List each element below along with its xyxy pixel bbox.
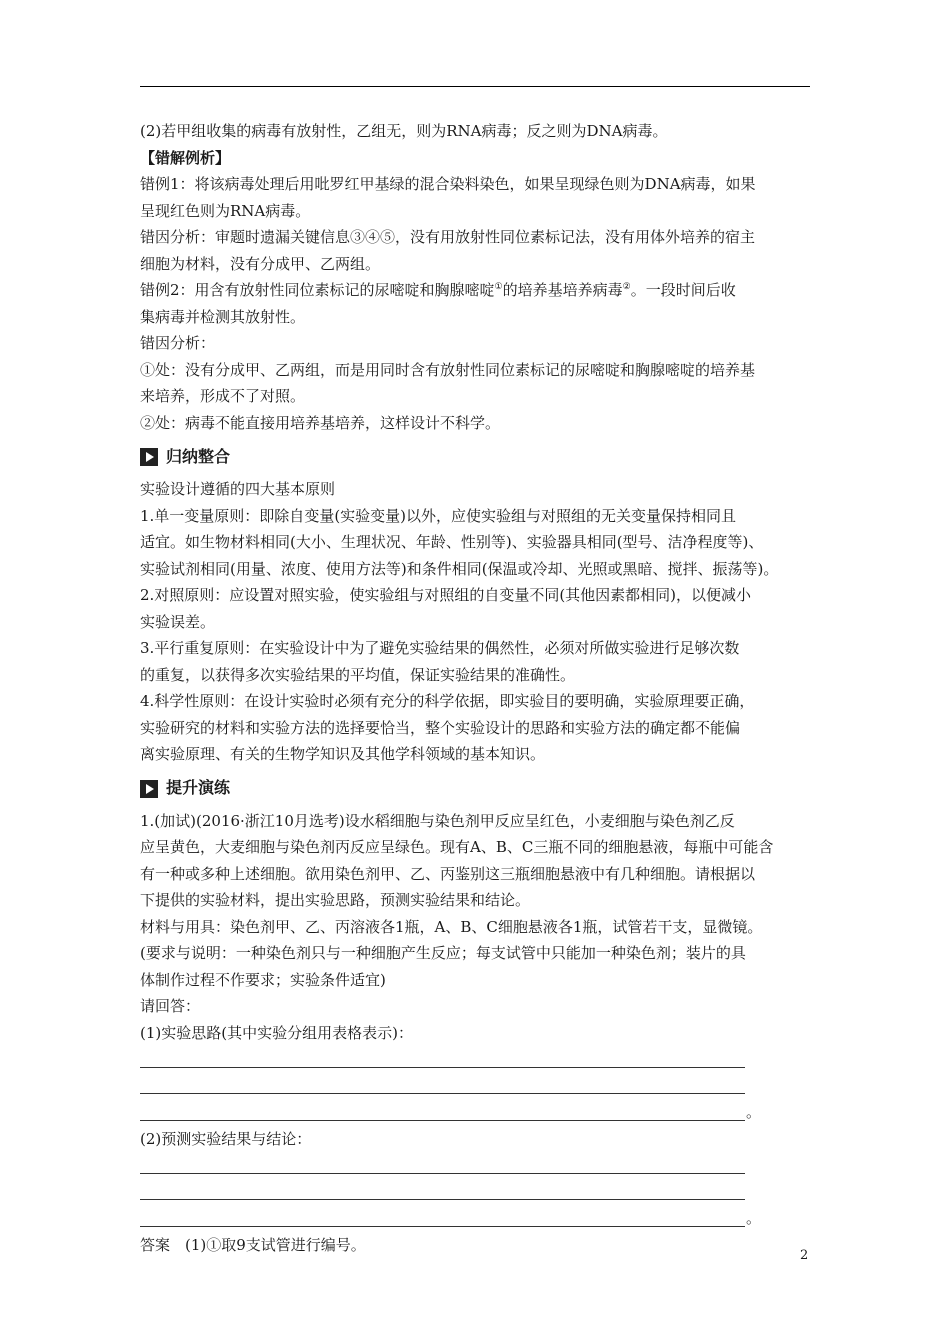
text-line [140,277,812,304]
end-mark: 。 [746,1103,762,1121]
text-line: (2)若甲组收集的病毒有放射性，乙组无，则为RNA病毒；反之则为DNA病毒。 [140,122,668,140]
answer-blank-line[interactable] [140,1046,745,1073]
play-triangle-icon [140,448,158,466]
text-line: 2.对照原则：应设置对照实验，使实验组与对照组的自变量不同(其他因素都相同)，以便减小 [140,586,752,604]
text-line: 集病毒并检测其放射性。 [140,307,306,326]
answer-blank-line[interactable] [140,1179,745,1206]
text-line: 体制作过程不作要求；实验条件适宜) [140,970,386,989]
section-title: 归纳整合 [166,446,231,466]
answer-blank-line[interactable] [140,1205,762,1232]
question-2-prompt: (2)预测实验结果与结论： [140,1129,312,1148]
text-line: 来培养，形成不了对照。 [140,387,306,405]
text-line: 实验误差。 [140,612,216,631]
section-heading-summary [140,442,812,472]
section-heading-practice [140,774,812,804]
text-line: 呈现红色则为RNA病毒。 [140,201,311,220]
play-triangle-icon [140,780,158,798]
text-line: (要求与说明：一种染色剂只与一种细胞产生反应；每支试管中只能加一种染色剂；装片的具 [140,944,746,962]
text-fragment: 。一段时间后收 [630,281,736,299]
marker-1: ① [494,282,503,292]
section-title: 提升演练 [166,778,231,798]
text-line: 有一种或多种上述细胞。欲用染色剂甲、乙、丙鉴别这三瓶细胞悬液中有几种细胞。请根据以 [140,864,756,883]
text-fragment: 错例2：用含有放射性同位素标记的尿嘧啶和胸腺嘧啶 [140,281,495,299]
answer-blank-line[interactable] [140,1073,745,1100]
text-line: 请回答： [140,997,201,1015]
text-line: ①处：没有分成甲、乙两组，而是用同时含有放射性同位素标记的尿嘧啶和胸腺嘧啶的培养基 [140,360,756,379]
answer-line: 答案 (1)①取9支试管进行编号。 [140,1235,366,1254]
text-line: 实验研究的材料和实验方法的选择要恰当，整个实验设计的思路和实验方法的确定都不能偏 [140,718,741,737]
text-line: 错例1：将该病毒处理后用吡罗红甲基绿的混合染料染色，如果呈现绿色则为DNA病毒，如果 [140,175,756,193]
header-rule [140,86,810,87]
question-1-prompt: (1)实验思路(其中实验分组用表格表示)： [140,1023,413,1042]
text-line: 3.平行重复原则：在实验设计中为了避免实验结果的偶然性，必须对所做实验进行足够次数 [140,639,740,657]
text-line: 实验设计遵循的四大基本原则 [140,480,336,498]
page-number: 2 [800,1248,809,1263]
page-content [140,118,812,1258]
text-line: 的重复，以获得多次实验结果的平均值，保证实验结果的准确性。 [140,665,576,684]
text-line: ②处：病毒不能直接用培养基培养，这样设计不科学。 [140,413,501,432]
text-line: 下提供的实验材料，提出实验思路，预测实验结果和结论。 [140,891,531,909]
text-line: 1.单一变量原则：即除自变量(实验变量)以外，应使实验组与对照组的无关变量保持相同且 [140,506,737,525]
subheading-error-analysis: 【错解例析】 [140,148,231,167]
text-line: 实验试剂相同(用量、浓度、使用方法等)和条件相同(保温或冷却、光照或黑暗、搅拌、振荡等)。 [140,559,779,578]
text-line: 离实验原理、有关的生物学知识及其他学科领域的基本知识。 [140,745,546,763]
text-line: 适宜。如生物材料相同(大小、生理状况、年龄、性别等)、实验器具相同(型号、洁净程度等)、 [140,533,764,551]
text-line: 1.(加试)(2016·浙江10月选考)设水稻细胞与染色剂甲反应呈红色，小麦细胞与染色剂乙反 [140,811,735,830]
text-line: 材料与用具：染色剂甲、乙、丙溶液各1瓶，A、B、C细胞悬液各1瓶，试管若干支，显微镜。 [140,917,763,936]
text-line: 错因分析：审题时遗漏关键信息③④⑤，没有用放射性同位素标记法，没有用体外培养的宿主 [140,228,756,246]
text-line: 错因分析： [140,334,216,352]
marker-2: ② [622,282,631,292]
text-line: 细胞为材料，没有分成甲、乙两组。 [140,254,381,273]
answer-blank-line[interactable] [140,1152,745,1179]
text-line: 应呈黄色，大麦细胞与染色剂丙反应呈绿色。现有A、B、C三瓶不同的细胞悬液，每瓶中可能含 [140,838,774,856]
answer-blank-line[interactable] [140,1099,762,1126]
end-mark: 。 [746,1209,762,1227]
text-line: 4.科学性原则：在设计实验时必须有充分的科学依据，即实验目的要明确，实验原理要正确， [140,692,755,710]
text-fragment: 的培养基培养病毒 [502,281,623,299]
